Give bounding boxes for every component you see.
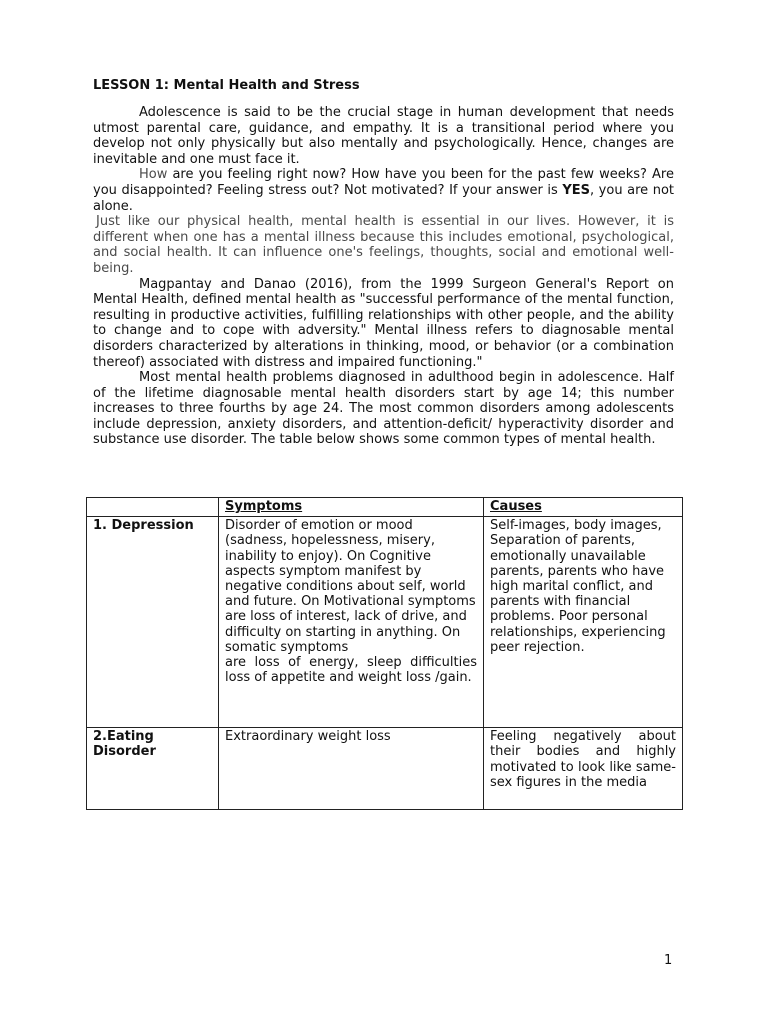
lesson-label: LESSON 1: (93, 78, 170, 93)
paragraph-adolescence: Adolescence is said to be the crucial stage in human development that needs utmost parental care, guidance, and empathy. It is a transitional period where you develop not only physically but also mentally and psychologically. Hence, changes are inevitable and one must face it. (93, 105, 674, 167)
lesson-title-text: Mental Health and Stress (173, 78, 360, 93)
row-eating-disorder-causes: Feeling negatively about their bodies and highly motivated to look like same-sex figures in the media (484, 728, 683, 810)
paragraph-feelings (93, 167, 674, 214)
paragraph-adolescence-disorders: Most mental health problems diagnosed in adulthood begin in adolescence. Half of the lifetime diagnosable mental health disorders start by age 14; this number increases to three fourths by age 24. The most common disorders among adolescents include depression, anxiety disorders, and attention-deficit/ hyperactivity disorder and substance use disorder. The table below shows some common types of mental health. (93, 370, 674, 448)
row-eating-disorder-symptoms: Extraordinary weight loss (219, 728, 484, 810)
row-depression-symptoms-b: are loss of energy, sleep difficulties loss of appetite and weight loss /gain. (225, 655, 477, 686)
table-header-row (87, 498, 683, 517)
paragraph-definition: Magpantay and Danao (2016), from the 1999 Surgeon General's Report on Mental Health, defined mental health as "successful performance of the mental function, resulting in productive activities, fulfilling relationships with other people, and the ability to change and to cope with adversity." Mental illness refers to diagnosable mental disorders characterized by alterations in thinking, mood, or behavior (or a combination thereof) associated with distress and impaired functioning." (93, 276, 674, 370)
paragraph-feelings-how: How (139, 167, 168, 183)
paragraph-feelings-end: , you are not alone. (93, 182, 674, 214)
row-depression-causes: Self-images, body images, Separation of parents, emotionally unavailable parents, parents who have high marital conflict, and parents with financial problems. Poor personal relationships, experiencing peer rejection. (484, 517, 683, 728)
paragraph-feelings-text: are you feeling right now? How have you been for the past few weeks? Are you disappointed? Feeling stress out? Not motivated? If your answer is (93, 167, 674, 198)
lesson-content (93, 77, 674, 448)
page-number: 1 (664, 953, 673, 968)
row-eating-disorder-name: 2.Eating Disorder (87, 728, 219, 810)
table-header-symptoms: Symptoms (219, 498, 484, 517)
paragraph-feelings-yes: YES (562, 182, 590, 198)
row-depression-name: 1. Depression (87, 517, 219, 728)
row-depression-symptoms (219, 517, 484, 728)
table-row (87, 517, 683, 728)
lesson-title (93, 77, 674, 95)
mental-health-table (86, 497, 683, 810)
table-header-blank (87, 498, 219, 517)
table-header-causes: Causes (484, 498, 683, 517)
row-depression-symptoms-a: Disorder of emotion or mood (sadness, hopelessness, misery, inability to enjoy). On Cognitive aspects symptom manifest by negative conditions about self, world and future. On Motivational symptoms are loss of interest, lack of drive, and difficulty on starting in anything. On somatic symptoms (225, 518, 476, 655)
table-row (87, 728, 683, 810)
paragraph-physical-health: Just like our physical health, mental health is essential in our lives. However, it is different when one has a mental illness because this includes emotional, psychological, and social health. It can influence one's feelings, thoughts, social and emotional well-being. (93, 214, 674, 276)
